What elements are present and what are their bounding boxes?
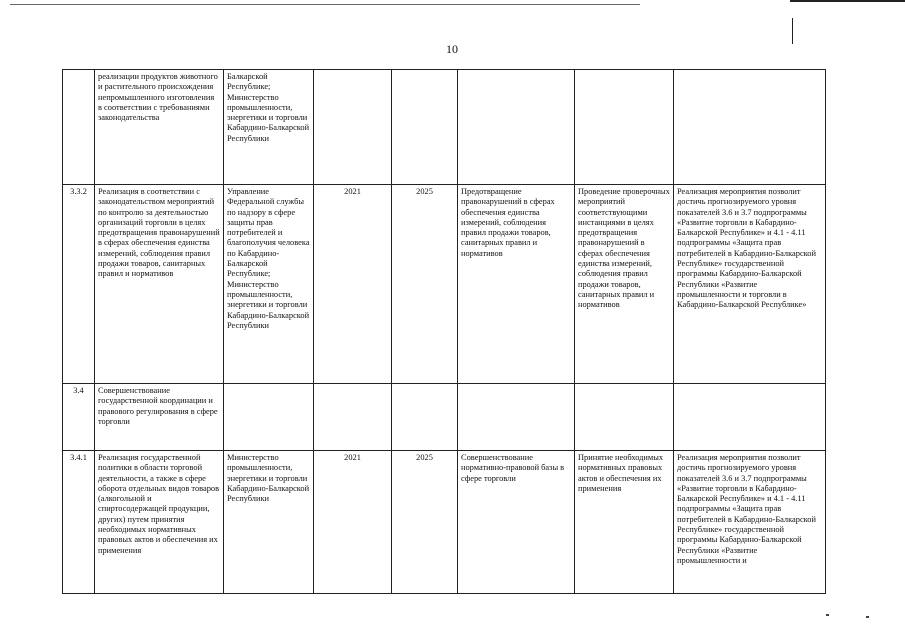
measures-table bbox=[62, 69, 826, 594]
start-year bbox=[314, 384, 392, 451]
measure-name: Совершенствование государственной координации и правового регулирования в сфере торговли bbox=[95, 384, 224, 451]
indicator-link: Реализация мероприятия позволит достичь прогнозируемого уровня показателей 3.6 и 3.7 подпрограммы «Развитие торговли в Кабардино-Балкарской Республике» и 4.1 - 4.11 подпрограммы «Защита прав потребителей в Кабардино-Балкарской Республике» государственной программы Кабардино-Балкарской Республики «Развитие промышленности и bbox=[674, 451, 826, 594]
page-number: 10 bbox=[446, 42, 458, 56]
start-year: 2021 bbox=[314, 185, 392, 384]
consequences bbox=[575, 70, 674, 185]
row-number: 3.4.1 bbox=[63, 451, 95, 594]
top-corner-rule bbox=[790, 0, 905, 2]
executor: Министерство промышленности, энергетики и торговли Кабардино-Балкарской Республики bbox=[224, 451, 314, 594]
expected-result bbox=[458, 70, 575, 185]
executor: Управление Федеральной службы по надзору в сфере защиты прав потребителей и благополучия человека по Кабардино-Балкарской Республике; Министерство промышленности, энергетики и торговли Кабардино-Балкарской Республики bbox=[224, 185, 314, 384]
margin-mark bbox=[792, 18, 793, 44]
end-year: 2025 bbox=[392, 451, 458, 594]
row-number: 3.3.2 bbox=[63, 185, 95, 384]
top-rule bbox=[10, 4, 640, 5]
table-row bbox=[63, 384, 826, 451]
table-row bbox=[63, 185, 826, 384]
measure-name: Реализация государственной политики в области торговой деятельности, а также в сфере оборота отдельных видов товаров (алкогольной и спиртосодержащей продукции, других) путем принятия необходимых нормативных правовых актов и обеспечения их применения bbox=[95, 451, 224, 594]
start-year: 2021 bbox=[314, 451, 392, 594]
indicator-link bbox=[674, 70, 826, 185]
start-year bbox=[314, 70, 392, 185]
scan-speck bbox=[826, 614, 829, 616]
end-year bbox=[392, 384, 458, 451]
table-row bbox=[63, 70, 826, 185]
consequences: Принятие необходимых нормативных правовых актов и обеспечения их применения bbox=[575, 451, 674, 594]
consequences: Проведение проверочных мероприятий соответствующими инстанциями в целях предотвращения правонарушений в сферах обеспечения единства измерений, соблюдения правил продажи товаров, санитарных правил и нормативов bbox=[575, 185, 674, 384]
end-year bbox=[392, 70, 458, 185]
measure-name: Реализация в соответствии с законодательством мероприятий по контролю за деятельностью организаций торговли в целях предотвращения правонарушений в сферах обеспечения единства измерений, соблюдения правил продажи товаров, санитарных правил и нормативов bbox=[95, 185, 224, 384]
executor bbox=[224, 384, 314, 451]
table-row bbox=[63, 451, 826, 594]
expected-result: Совершенствование нормативно-правовой базы в сфере торговли bbox=[458, 451, 575, 594]
indicator-link bbox=[674, 384, 826, 451]
expected-result: Предотвращение правонарушений в сферах обеспечения единства измерений, соблюдения правил продажи товаров, санитарных правил и нормативов bbox=[458, 185, 575, 384]
end-year: 2025 bbox=[392, 185, 458, 384]
expected-result bbox=[458, 384, 575, 451]
row-number: 3.4 bbox=[63, 384, 95, 451]
indicator-link: Реализация мероприятия позволит достичь прогнозируемого уровня показателей 3.6 и 3.7 подпрограммы «Развитие торговли в Кабардино-Балкарской Республике» и 4.1 - 4.11 подпрограммы «Защита прав потребителей в Кабардино-Балкарской Республике» государственной программы Кабардино-Балкарской Республики «Развитие промышленности и торговли в Кабардино-Балкарской Республике» bbox=[674, 185, 826, 384]
executor: Балкарской Республике; Министерство промышленности, энергетики и торговли Кабардино-Балкарской Республики bbox=[224, 70, 314, 185]
scan-speck bbox=[866, 616, 869, 618]
measure-name: реализации продуктов животного и растительного происхождения непромышленного изготовления в соответствии с требованиями законодательства bbox=[95, 70, 224, 185]
row-number bbox=[63, 70, 95, 185]
consequences bbox=[575, 384, 674, 451]
